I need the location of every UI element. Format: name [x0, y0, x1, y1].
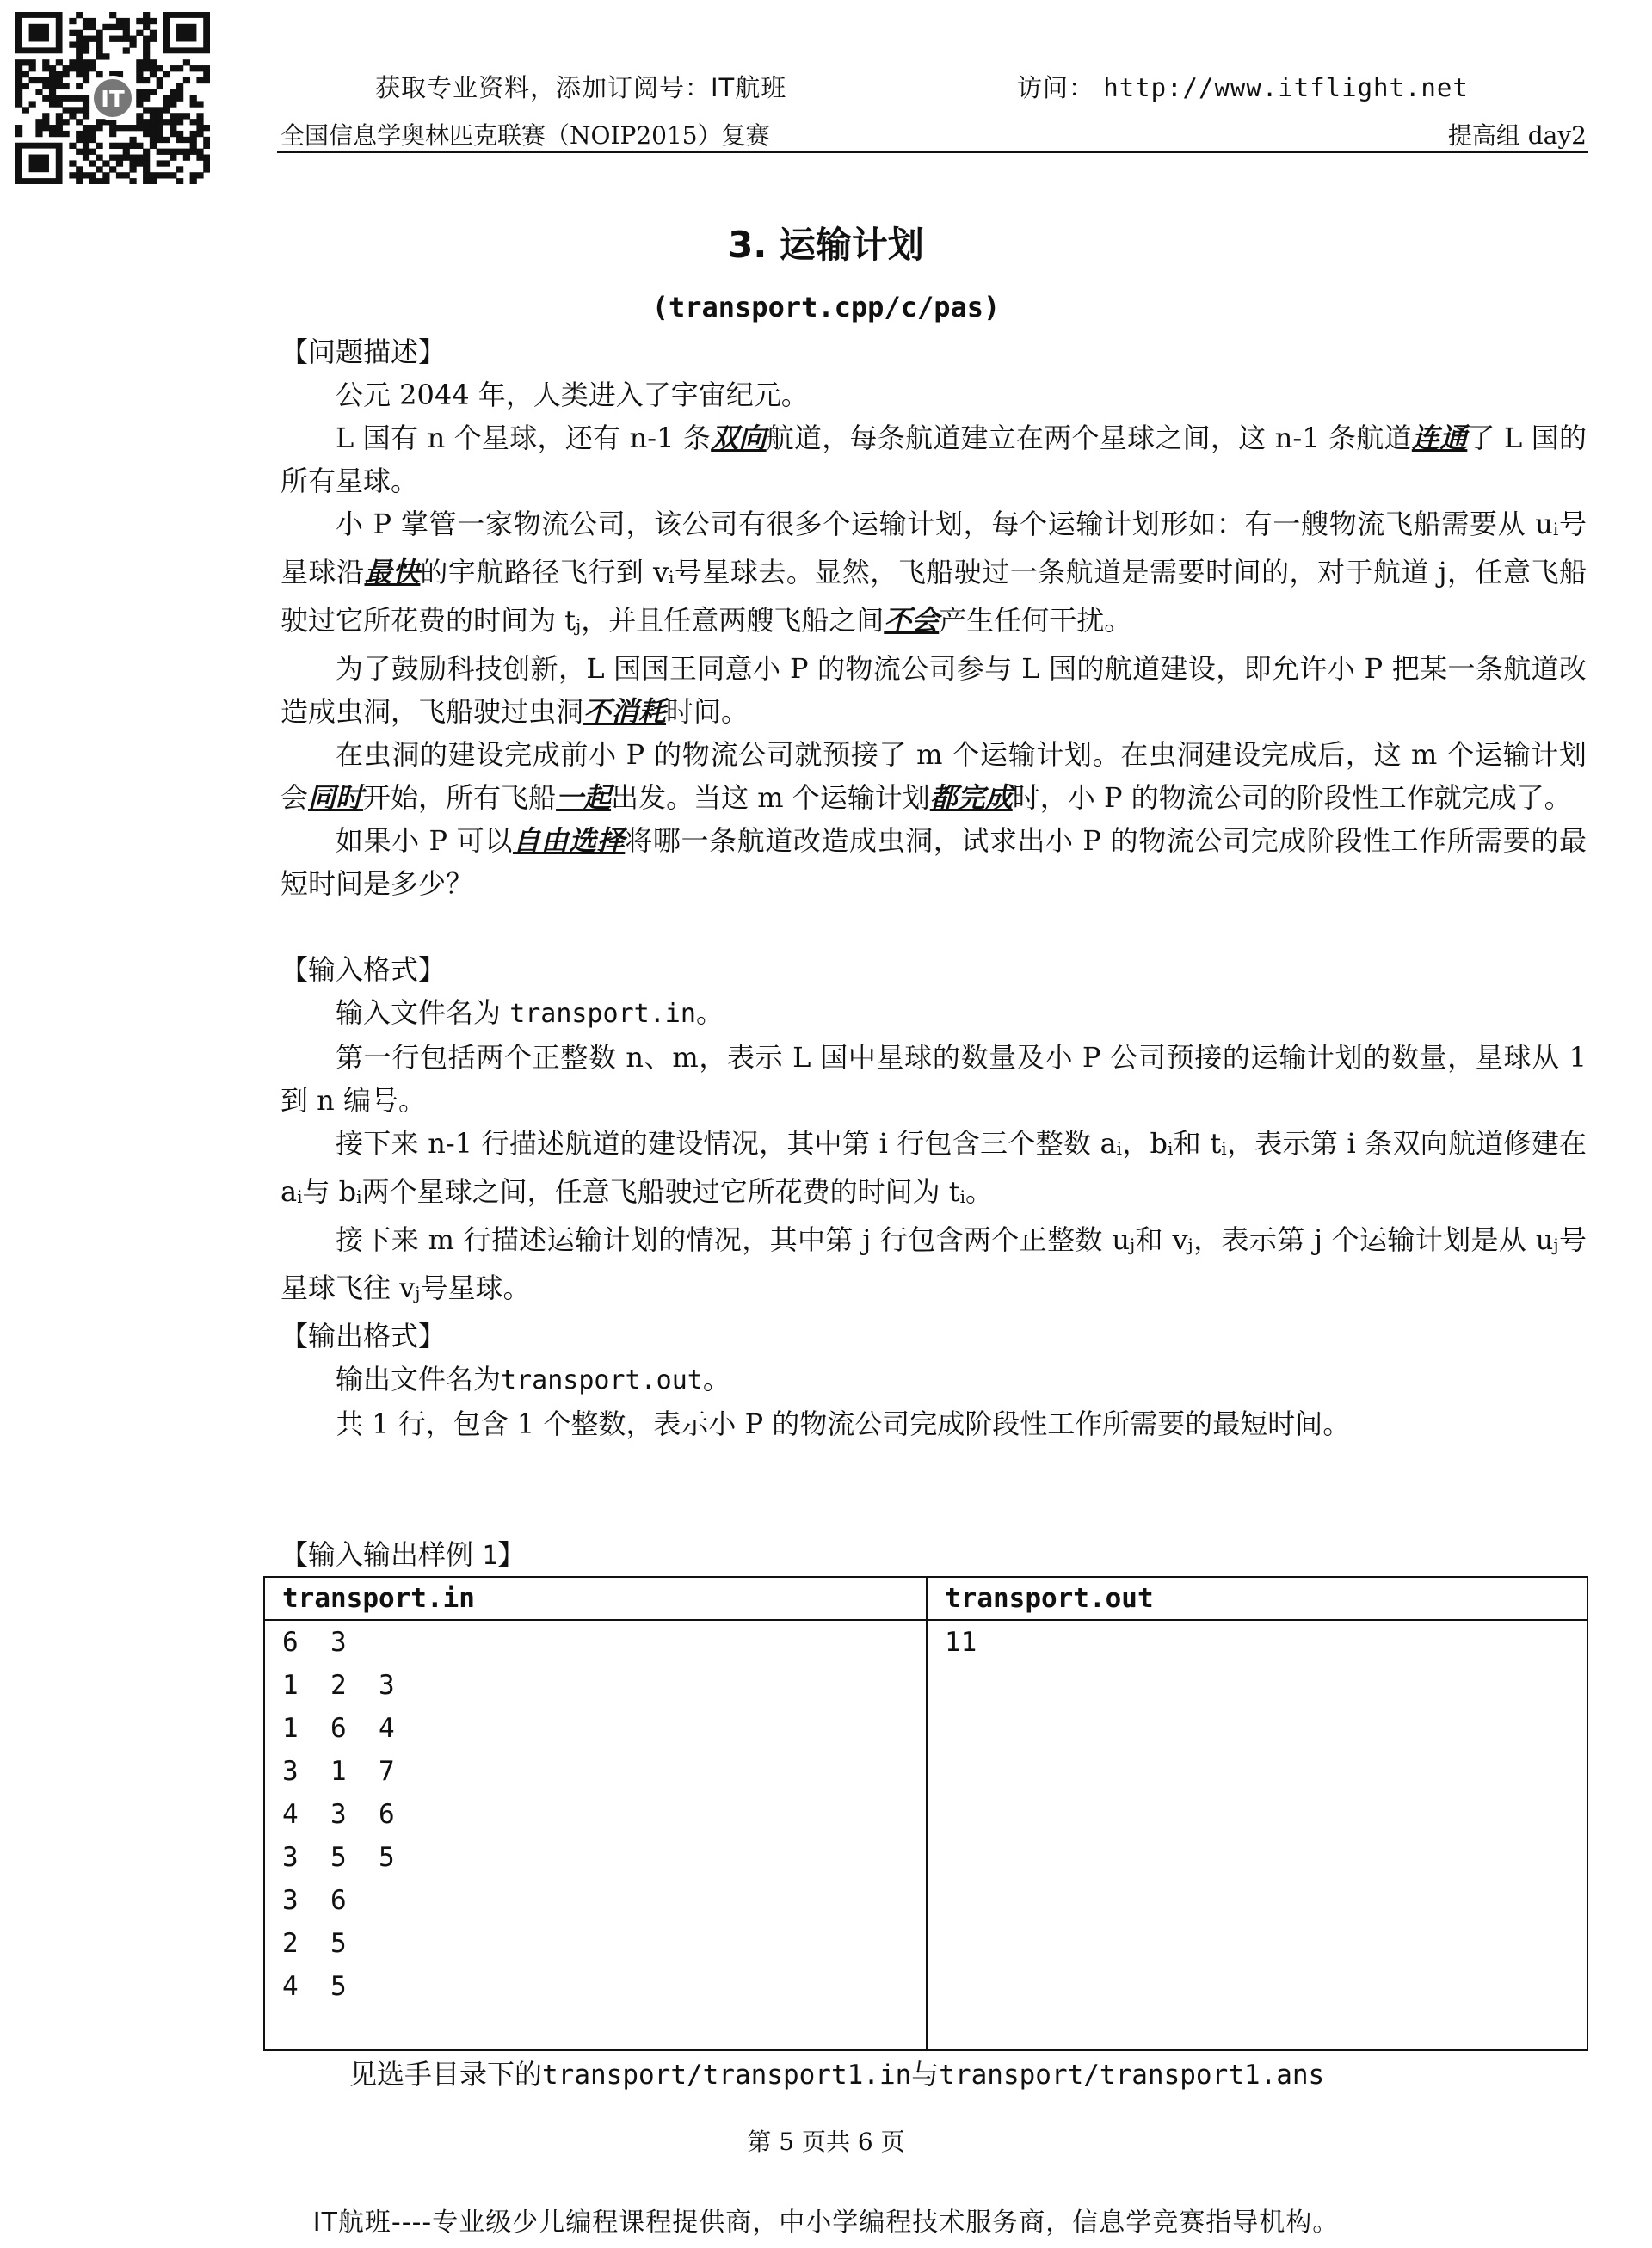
sample-output-cell: [927, 1620, 1587, 2050]
sample-line: 1 2 3: [282, 1670, 395, 1701]
emphasis: 都完成: [929, 781, 1013, 814]
sample-line: 1 6 4: [282, 1713, 395, 1744]
sample-line: 3 1 7: [282, 1756, 395, 1787]
sample-input-cell: [264, 1620, 927, 2050]
section-heading-input: 【输入格式】: [280, 953, 447, 986]
column-header-input: transport.in: [264, 1577, 927, 1620]
sample-heading: 【输入输出样例 1】: [280, 1538, 526, 1571]
promo-visit: [1017, 69, 1469, 104]
contest-group: 提高组 day2: [1447, 121, 1587, 150]
sample-line: 3 5 5: [282, 1842, 395, 1873]
input-line-4: 接下来 m 行描述运输计划的情况，其中第 j 行包含两个正整数 $u_j$和 $v_j$，表示第 j 个运输计划是从 $u_j$号星球飞往 $v_j$号星球。: [280, 1223, 1587, 1304]
desc-paragraph-4: 为了鼓励科技创新，L 国国王同意小 P 的物流公司参与 L 国的航道建设，即允许小 P 把某一条航道改造成虫洞，飞船驶过虫洞不消耗时间。: [280, 652, 1587, 728]
desc-paragraph-5: 在虫洞的建设完成前小 P 的物流公司就预接了 m 个运输计划。在虫洞建设完成后，这 m 个运输计划会同时开始，所有飞船一起出发。当这 m 个运输计划都完成时，小 P 的物流公司的阶段性工作就完成了。: [280, 738, 1587, 814]
running-header: [280, 117, 1587, 151]
input-line-2: 第一行包括两个正整数 n、m，表示 L 国中星球的数量及小 P 公司预接的运输计划的数量，星球从 1 到 n 编号。: [280, 1041, 1587, 1117]
sample-line: 3 6: [282, 1885, 347, 1916]
emphasis: 不消耗: [583, 695, 667, 728]
table-header-row: [264, 1577, 1587, 1620]
sample-line: 6 3: [282, 1627, 347, 1658]
input-line-3: 接下来 n-1 行描述航道的建设情况，其中第 i 行包含三个整数 $a_i$，$b_i$和 $t_i$，表示第 i 条双向航道修建在 $a_i$与 $b_i$两个星球之间，任意飞船驶过它所花费的时间为 $t_i$。: [280, 1127, 1587, 1208]
promo-header: [0, 69, 1652, 103]
emphasis: 连通: [1411, 422, 1468, 454]
header-rule: [277, 151, 1588, 153]
desc-paragraph-1: 公元 2044 年，人类进入了宇宙纪元。: [336, 379, 809, 411]
section-heading-output: 【输出格式】: [280, 1320, 447, 1352]
emphasis: 不会: [884, 604, 940, 637]
emphasis: 一起: [556, 781, 612, 814]
input-line-1: 输入文件名为 transport.in。: [336, 996, 724, 1029]
desc-paragraph-6: 如果小 P 可以自由选择将哪一条航道改造成虫洞，试求出小 P 的物流公司完成阶段性工作所需要的最短时间是多少？: [280, 824, 1587, 900]
column-header-output: transport.out: [927, 1577, 1587, 1620]
problem-body: [280, 330, 1587, 1445]
sample-note: 见选手目录下的transport/transport1.in与transport/transport1.ans: [349, 2058, 1325, 2091]
spacer: [280, 905, 1587, 948]
problem-title: 3. 运输计划: [728, 224, 924, 266]
sample-table: [263, 1576, 1588, 2051]
table-row: [264, 1620, 1587, 2050]
sample-line: 11: [945, 1627, 977, 1658]
emphasis: 双向: [711, 422, 767, 454]
qr-logo: IT: [101, 87, 125, 113]
page-number: 第 5 页共 6 页: [747, 2128, 905, 2156]
problem-filename: (transport.cpp/c/pas): [651, 291, 1001, 323]
promo-text: 获取专业资料，添加订阅号：IT航班: [375, 73, 787, 102]
desc-paragraph-3: 小 P 掌管一家物流公司，该公司有很多个运输计划，每个运输计划形如：有一艘物流飞船需要从 $u_i$号星球沿最快的宇航路径飞行到 $v_i$号星球去。显然，飞船驶过一条航道是需要时间的，对于航道 j，任意飞船驶过它所花费的时间为 $t_j$，并且任意两艘飞船之间不会产生任何干扰。: [280, 508, 1587, 637]
output-line-1: 输出文件名为transport.out。: [336, 1363, 730, 1395]
promo-url-link[interactable]: http://www.itflight.net: [1103, 73, 1469, 102]
output-line-2: 共 1 行，包含 1 个整数，表示小 P 的物流公司完成阶段性工作所需要的最短时间。: [336, 1407, 1351, 1440]
emphasis: 同时: [308, 781, 364, 814]
promo-visit-label: 访问：: [1017, 73, 1095, 102]
sample-line: 4 3 6: [282, 1799, 395, 1830]
sample-line: 2 5: [282, 1928, 347, 1959]
footer-text: IT航班----专业级少儿编程课程提供商，中小学编程技术服务商，信息学竞赛指导机构。: [312, 2208, 1340, 2238]
section-heading-description: 【问题描述】: [280, 336, 447, 368]
emphasis: 自由选择: [512, 824, 626, 857]
emphasis: 最快: [364, 556, 421, 588]
contest-name: 全国信息学奥林匹克联赛（NOIP2015）复赛: [280, 121, 770, 150]
sample-line: 4 5: [282, 1971, 347, 2002]
desc-paragraph-2: L 国有 n 个星球，还有 n-1 条双向航道，每条航道建立在两个星球之间，这 n-1 条航道连通了 L 国的所有星球。: [280, 422, 1587, 497]
